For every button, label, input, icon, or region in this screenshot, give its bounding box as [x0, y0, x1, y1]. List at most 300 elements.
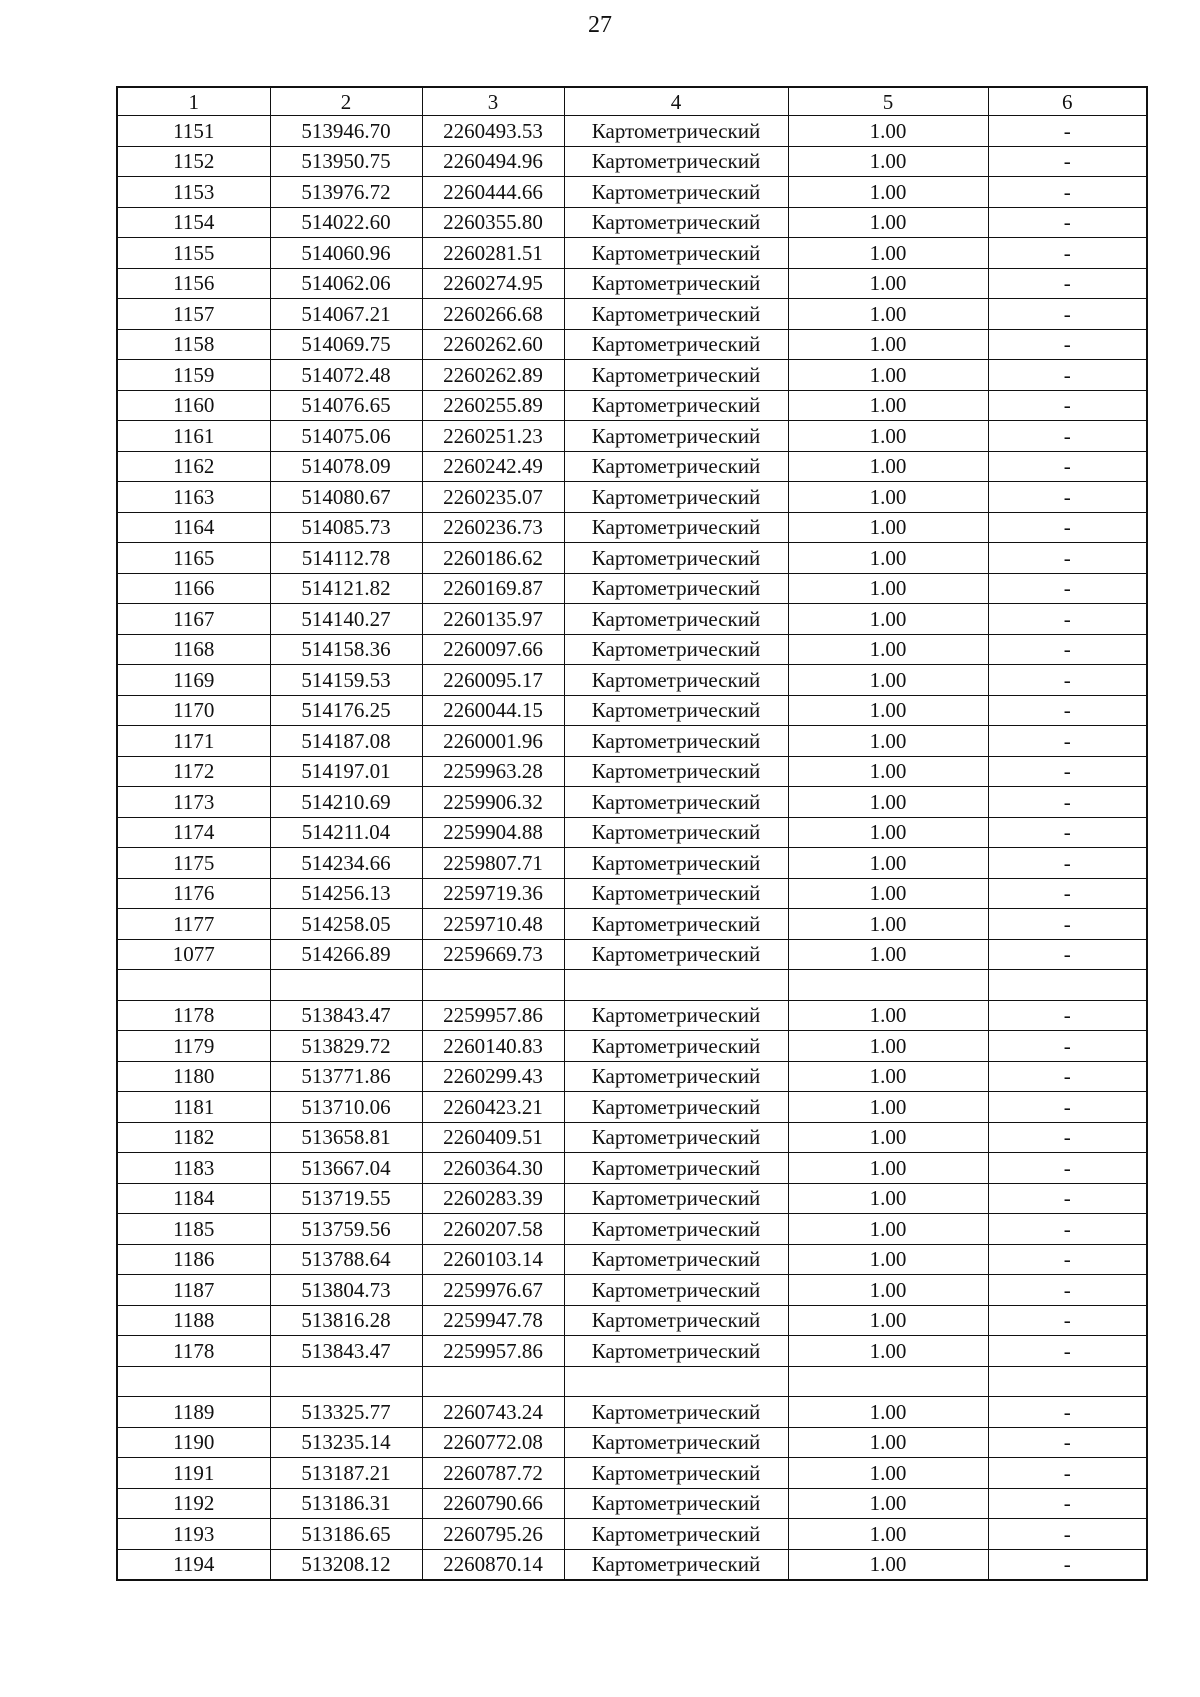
- accuracy-cell: 1.00: [788, 1092, 988, 1123]
- table-row: [117, 1244, 1147, 1275]
- table-row: [117, 878, 1147, 909]
- accuracy-cell: 1.00: [788, 1122, 988, 1153]
- table-row: [117, 1183, 1147, 1214]
- table-row: [117, 665, 1147, 696]
- accuracy-cell: 1.00: [788, 146, 988, 177]
- note-cell: [988, 970, 1147, 1001]
- method-cell: Картометрический: [564, 421, 788, 452]
- table-row: [117, 787, 1147, 818]
- table-row: [117, 1458, 1147, 1489]
- y-coordinate-cell: 2260001.96: [422, 726, 564, 757]
- method-cell: Картометрический: [564, 1427, 788, 1458]
- accuracy-cell: 1.00: [788, 1549, 988, 1580]
- point-number-cell: 1183: [117, 1153, 270, 1184]
- method-cell: Картометрический: [564, 665, 788, 696]
- table-row: [117, 1031, 1147, 1062]
- note-cell: -: [988, 1061, 1147, 1092]
- note-cell: -: [988, 177, 1147, 208]
- y-coordinate-cell: 2260097.66: [422, 634, 564, 665]
- x-coordinate-cell: 513976.72: [270, 177, 422, 208]
- method-cell: Картометрический: [564, 726, 788, 757]
- table-row: [117, 1275, 1147, 1306]
- method-cell: Картометрический: [564, 817, 788, 848]
- x-coordinate-cell: 514076.65: [270, 390, 422, 421]
- note-cell: -: [988, 695, 1147, 726]
- table-row: [117, 146, 1147, 177]
- y-coordinate-cell: 2260870.14: [422, 1549, 564, 1580]
- note-cell: -: [988, 756, 1147, 787]
- y-coordinate-cell: 2259904.88: [422, 817, 564, 848]
- method-cell: Картометрический: [564, 207, 788, 238]
- y-coordinate-cell: 2260787.72: [422, 1458, 564, 1489]
- y-coordinate-cell: 2260772.08: [422, 1427, 564, 1458]
- x-coordinate-cell: 513719.55: [270, 1183, 422, 1214]
- method-cell: Картометрический: [564, 1244, 788, 1275]
- note-cell: -: [988, 360, 1147, 391]
- table-row: [117, 1000, 1147, 1031]
- page-number: 27: [588, 12, 612, 38]
- x-coordinate-cell: 513710.06: [270, 1092, 422, 1123]
- y-coordinate-cell: 2260044.15: [422, 695, 564, 726]
- note-cell: -: [988, 573, 1147, 604]
- point-number-cell: 1189: [117, 1397, 270, 1428]
- coordinates-table: [116, 86, 1148, 1581]
- note-cell: -: [988, 1122, 1147, 1153]
- note-cell: -: [988, 1092, 1147, 1123]
- note-cell: -: [988, 1519, 1147, 1550]
- table-row: [117, 360, 1147, 391]
- note-cell: -: [988, 1336, 1147, 1367]
- note-cell: -: [988, 939, 1147, 970]
- accuracy-cell: [788, 1366, 988, 1397]
- point-number-cell: [117, 1366, 270, 1397]
- x-coordinate-cell: 514060.96: [270, 238, 422, 269]
- x-coordinate-cell: 514075.06: [270, 421, 422, 452]
- table-row: [117, 1122, 1147, 1153]
- y-coordinate-cell: 2260262.89: [422, 360, 564, 391]
- y-coordinate-cell: 2260103.14: [422, 1244, 564, 1275]
- point-number-cell: 1178: [117, 1336, 270, 1367]
- separator-row: [117, 970, 1147, 1001]
- point-number-cell: 1175: [117, 848, 270, 879]
- method-cell: Картометрический: [564, 1275, 788, 1306]
- method-cell: Картометрический: [564, 848, 788, 879]
- method-cell: Картометрический: [564, 1061, 788, 1092]
- accuracy-cell: 1.00: [788, 238, 988, 269]
- point-number-cell: 1156: [117, 268, 270, 299]
- x-coordinate-cell: 513829.72: [270, 1031, 422, 1062]
- accuracy-cell: 1.00: [788, 634, 988, 665]
- note-cell: -: [988, 848, 1147, 879]
- y-coordinate-cell: [422, 1366, 564, 1397]
- x-coordinate-cell: 514069.75: [270, 329, 422, 360]
- point-number-cell: 1171: [117, 726, 270, 757]
- table-row: [117, 939, 1147, 970]
- method-cell: Картометрический: [564, 1488, 788, 1519]
- note-cell: -: [988, 726, 1147, 757]
- point-number-cell: 1170: [117, 695, 270, 726]
- x-coordinate-cell: 513804.73: [270, 1275, 422, 1306]
- y-coordinate-cell: 2259669.73: [422, 939, 564, 970]
- y-coordinate-cell: 2260266.68: [422, 299, 564, 330]
- note-cell: -: [988, 390, 1147, 421]
- method-cell: Картометрический: [564, 1122, 788, 1153]
- x-coordinate-cell: 514258.05: [270, 909, 422, 940]
- y-coordinate-cell: 2260262.60: [422, 329, 564, 360]
- accuracy-cell: 1.00: [788, 1244, 988, 1275]
- x-coordinate-cell: 513759.56: [270, 1214, 422, 1245]
- y-coordinate-cell: 2260493.53: [422, 116, 564, 147]
- y-coordinate-cell: 2260095.17: [422, 665, 564, 696]
- point-number-cell: 1077: [117, 939, 270, 970]
- accuracy-cell: 1.00: [788, 573, 988, 604]
- x-coordinate-cell: 514062.06: [270, 268, 422, 299]
- method-cell: Картометрический: [564, 299, 788, 330]
- table-row: [117, 634, 1147, 665]
- point-number-cell: 1157: [117, 299, 270, 330]
- accuracy-cell: 1.00: [788, 360, 988, 391]
- point-number-cell: 1154: [117, 207, 270, 238]
- accuracy-cell: 1.00: [788, 1214, 988, 1245]
- y-coordinate-cell: 2260283.39: [422, 1183, 564, 1214]
- table-row: [117, 1549, 1147, 1580]
- point-number-cell: 1187: [117, 1275, 270, 1306]
- x-coordinate-cell: 514158.36: [270, 634, 422, 665]
- accuracy-cell: 1.00: [788, 268, 988, 299]
- note-cell: -: [988, 1153, 1147, 1184]
- accuracy-cell: 1.00: [788, 909, 988, 940]
- accuracy-cell: [788, 970, 988, 1001]
- method-cell: Картометрический: [564, 1153, 788, 1184]
- table-row: [117, 1305, 1147, 1336]
- method-cell: Картометрический: [564, 1397, 788, 1428]
- note-cell: -: [988, 451, 1147, 482]
- y-coordinate-cell: [422, 970, 564, 1001]
- point-number-cell: 1161: [117, 421, 270, 452]
- method-cell: Картометрический: [564, 1214, 788, 1245]
- y-coordinate-cell: 2260494.96: [422, 146, 564, 177]
- note-cell: -: [988, 817, 1147, 848]
- table-row: [117, 909, 1147, 940]
- x-coordinate-cell: 514078.09: [270, 451, 422, 482]
- y-coordinate-cell: 2259957.86: [422, 1336, 564, 1367]
- method-cell: Картометрический: [564, 695, 788, 726]
- y-coordinate-cell: 2260409.51: [422, 1122, 564, 1153]
- accuracy-cell: 1.00: [788, 1519, 988, 1550]
- note-cell: -: [988, 1427, 1147, 1458]
- x-coordinate-cell: [270, 970, 422, 1001]
- table-row: [117, 116, 1147, 147]
- y-coordinate-cell: 2259963.28: [422, 756, 564, 787]
- note-cell: -: [988, 238, 1147, 269]
- point-number-cell: 1172: [117, 756, 270, 787]
- y-coordinate-cell: 2260251.23: [422, 421, 564, 452]
- table-body: [117, 87, 1147, 1580]
- y-coordinate-cell: 2260207.58: [422, 1214, 564, 1245]
- method-cell: Картометрический: [564, 177, 788, 208]
- point-number-cell: 1164: [117, 512, 270, 543]
- table-row: [117, 177, 1147, 208]
- point-number-cell: 1179: [117, 1031, 270, 1062]
- method-cell: Картометрический: [564, 787, 788, 818]
- method-cell: [564, 1366, 788, 1397]
- method-cell: Картометрический: [564, 1549, 788, 1580]
- x-coordinate-cell: 513187.21: [270, 1458, 422, 1489]
- header-cell: 1: [117, 87, 270, 116]
- point-number-cell: 1184: [117, 1183, 270, 1214]
- table-row: [117, 848, 1147, 879]
- accuracy-cell: 1.00: [788, 421, 988, 452]
- note-cell: -: [988, 116, 1147, 147]
- note-cell: -: [988, 1488, 1147, 1519]
- accuracy-cell: 1.00: [788, 329, 988, 360]
- point-number-cell: 1180: [117, 1061, 270, 1092]
- method-cell: Картометрический: [564, 482, 788, 513]
- accuracy-cell: 1.00: [788, 1305, 988, 1336]
- header-cell: 3: [422, 87, 564, 116]
- note-cell: -: [988, 512, 1147, 543]
- point-number-cell: 1169: [117, 665, 270, 696]
- x-coordinate-cell: 514121.82: [270, 573, 422, 604]
- x-coordinate-cell: 513658.81: [270, 1122, 422, 1153]
- y-coordinate-cell: 2259957.86: [422, 1000, 564, 1031]
- method-cell: Картометрический: [564, 512, 788, 543]
- y-coordinate-cell: 2260255.89: [422, 390, 564, 421]
- note-cell: -: [988, 329, 1147, 360]
- x-coordinate-cell: 514256.13: [270, 878, 422, 909]
- accuracy-cell: 1.00: [788, 207, 988, 238]
- point-number-cell: 1158: [117, 329, 270, 360]
- x-coordinate-cell: 514080.67: [270, 482, 422, 513]
- method-cell: Картометрический: [564, 1183, 788, 1214]
- point-number-cell: 1160: [117, 390, 270, 421]
- point-number-cell: 1173: [117, 787, 270, 818]
- method-cell: Картометрический: [564, 1092, 788, 1123]
- table-row: [117, 299, 1147, 330]
- method-cell: Картометрический: [564, 573, 788, 604]
- note-cell: -: [988, 482, 1147, 513]
- y-coordinate-cell: 2260743.24: [422, 1397, 564, 1428]
- table-row: [117, 756, 1147, 787]
- header-cell: 4: [564, 87, 788, 116]
- accuracy-cell: 1.00: [788, 878, 988, 909]
- note-cell: -: [988, 878, 1147, 909]
- method-cell: Картометрический: [564, 116, 788, 147]
- header-cell: 6: [988, 87, 1147, 116]
- y-coordinate-cell: 2260135.97: [422, 604, 564, 635]
- y-coordinate-cell: 2259807.71: [422, 848, 564, 879]
- table-row: [117, 1397, 1147, 1428]
- x-coordinate-cell: 514140.27: [270, 604, 422, 635]
- table-row: [117, 238, 1147, 269]
- method-cell: Картометрический: [564, 1519, 788, 1550]
- method-cell: Картометрический: [564, 1305, 788, 1336]
- table-row: [117, 1336, 1147, 1367]
- point-number-cell: 1159: [117, 360, 270, 391]
- accuracy-cell: 1.00: [788, 1000, 988, 1031]
- x-coordinate-cell: 514022.60: [270, 207, 422, 238]
- method-cell: Картометрический: [564, 543, 788, 574]
- y-coordinate-cell: 2259710.48: [422, 909, 564, 940]
- point-number-cell: 1176: [117, 878, 270, 909]
- y-coordinate-cell: 2260355.80: [422, 207, 564, 238]
- note-cell: -: [988, 268, 1147, 299]
- y-coordinate-cell: 2260423.21: [422, 1092, 564, 1123]
- point-number-cell: 1163: [117, 482, 270, 513]
- x-coordinate-cell: 514085.73: [270, 512, 422, 543]
- accuracy-cell: 1.00: [788, 1488, 988, 1519]
- note-cell: -: [988, 1031, 1147, 1062]
- accuracy-cell: 1.00: [788, 817, 988, 848]
- x-coordinate-cell: 513946.70: [270, 116, 422, 147]
- table-row: [117, 329, 1147, 360]
- y-coordinate-cell: 2260186.62: [422, 543, 564, 574]
- accuracy-cell: 1.00: [788, 1336, 988, 1367]
- method-cell: Картометрический: [564, 329, 788, 360]
- accuracy-cell: 1.00: [788, 939, 988, 970]
- y-coordinate-cell: 2260169.87: [422, 573, 564, 604]
- method-cell: Картометрический: [564, 390, 788, 421]
- table-row: [117, 1488, 1147, 1519]
- x-coordinate-cell: 514187.08: [270, 726, 422, 757]
- table-row: [117, 390, 1147, 421]
- note-cell: -: [988, 787, 1147, 818]
- x-coordinate-cell: 514266.89: [270, 939, 422, 970]
- table-row: [117, 207, 1147, 238]
- point-number-cell: 1188: [117, 1305, 270, 1336]
- y-coordinate-cell: 2260236.73: [422, 512, 564, 543]
- note-cell: -: [988, 1183, 1147, 1214]
- table-row: [117, 1092, 1147, 1123]
- note-cell: -: [988, 1397, 1147, 1428]
- x-coordinate-cell: 514072.48: [270, 360, 422, 391]
- table-row: [117, 1519, 1147, 1550]
- point-number-cell: 1155: [117, 238, 270, 269]
- point-number-cell: 1178: [117, 1000, 270, 1031]
- y-coordinate-cell: 2260299.43: [422, 1061, 564, 1092]
- x-coordinate-cell: 514210.69: [270, 787, 422, 818]
- method-cell: Картометрический: [564, 1458, 788, 1489]
- table-row: [117, 482, 1147, 513]
- accuracy-cell: 1.00: [788, 451, 988, 482]
- x-coordinate-cell: 513788.64: [270, 1244, 422, 1275]
- point-number-cell: 1174: [117, 817, 270, 848]
- note-cell: -: [988, 909, 1147, 940]
- x-coordinate-cell: 513950.75: [270, 146, 422, 177]
- note-cell: -: [988, 543, 1147, 574]
- accuracy-cell: 1.00: [788, 299, 988, 330]
- x-coordinate-cell: 514067.21: [270, 299, 422, 330]
- accuracy-cell: 1.00: [788, 1397, 988, 1428]
- y-coordinate-cell: 2260364.30: [422, 1153, 564, 1184]
- y-coordinate-cell: 2260242.49: [422, 451, 564, 482]
- method-cell: Картометрический: [564, 909, 788, 940]
- x-coordinate-cell: 514197.01: [270, 756, 422, 787]
- point-number-cell: 1153: [117, 177, 270, 208]
- point-number-cell: 1166: [117, 573, 270, 604]
- accuracy-cell: 1.00: [788, 756, 988, 787]
- note-cell: -: [988, 634, 1147, 665]
- accuracy-cell: 1.00: [788, 1458, 988, 1489]
- table-row: [117, 512, 1147, 543]
- table-row: [117, 543, 1147, 574]
- y-coordinate-cell: 2260235.07: [422, 482, 564, 513]
- x-coordinate-cell: 513843.47: [270, 1000, 422, 1031]
- point-number-cell: 1194: [117, 1549, 270, 1580]
- note-cell: -: [988, 1458, 1147, 1489]
- note-cell: [988, 1366, 1147, 1397]
- y-coordinate-cell: 2260444.66: [422, 177, 564, 208]
- table-row: [117, 1061, 1147, 1092]
- note-cell: -: [988, 1000, 1147, 1031]
- accuracy-cell: 1.00: [788, 482, 988, 513]
- point-number-cell: 1192: [117, 1488, 270, 1519]
- y-coordinate-cell: 2259906.32: [422, 787, 564, 818]
- point-number-cell: 1182: [117, 1122, 270, 1153]
- point-number-cell: 1186: [117, 1244, 270, 1275]
- table-header-row: [117, 87, 1147, 116]
- separator-row: [117, 1366, 1147, 1397]
- accuracy-cell: 1.00: [788, 604, 988, 635]
- accuracy-cell: 1.00: [788, 1061, 988, 1092]
- note-cell: -: [988, 421, 1147, 452]
- method-cell: Картометрический: [564, 604, 788, 635]
- accuracy-cell: 1.00: [788, 787, 988, 818]
- accuracy-cell: 1.00: [788, 116, 988, 147]
- table-row: [117, 451, 1147, 482]
- x-coordinate-cell: 513325.77: [270, 1397, 422, 1428]
- table-row: [117, 726, 1147, 757]
- accuracy-cell: 1.00: [788, 512, 988, 543]
- method-cell: [564, 970, 788, 1001]
- accuracy-cell: 1.00: [788, 390, 988, 421]
- note-cell: -: [988, 207, 1147, 238]
- table-row: [117, 268, 1147, 299]
- point-number-cell: 1167: [117, 604, 270, 635]
- x-coordinate-cell: 514211.04: [270, 817, 422, 848]
- note-cell: -: [988, 1275, 1147, 1306]
- point-number-cell: 1185: [117, 1214, 270, 1245]
- accuracy-cell: 1.00: [788, 848, 988, 879]
- x-coordinate-cell: 514112.78: [270, 543, 422, 574]
- note-cell: -: [988, 1305, 1147, 1336]
- table-row: [117, 421, 1147, 452]
- accuracy-cell: 1.00: [788, 665, 988, 696]
- point-number-cell: 1191: [117, 1458, 270, 1489]
- point-number-cell: 1190: [117, 1427, 270, 1458]
- x-coordinate-cell: 513186.65: [270, 1519, 422, 1550]
- x-coordinate-cell: 514234.66: [270, 848, 422, 879]
- point-number-cell: 1177: [117, 909, 270, 940]
- note-cell: -: [988, 1214, 1147, 1245]
- method-cell: Картометрический: [564, 939, 788, 970]
- y-coordinate-cell: 2260274.95: [422, 268, 564, 299]
- x-coordinate-cell: 514176.25: [270, 695, 422, 726]
- table-row: [117, 1214, 1147, 1245]
- method-cell: Картометрический: [564, 1336, 788, 1367]
- accuracy-cell: 1.00: [788, 1275, 988, 1306]
- note-cell: -: [988, 299, 1147, 330]
- accuracy-cell: 1.00: [788, 177, 988, 208]
- accuracy-cell: 1.00: [788, 1153, 988, 1184]
- method-cell: Картометрический: [564, 1000, 788, 1031]
- accuracy-cell: 1.00: [788, 1031, 988, 1062]
- table-row: [117, 695, 1147, 726]
- point-number-cell: 1168: [117, 634, 270, 665]
- note-cell: -: [988, 665, 1147, 696]
- accuracy-cell: 1.00: [788, 543, 988, 574]
- x-coordinate-cell: 513186.31: [270, 1488, 422, 1519]
